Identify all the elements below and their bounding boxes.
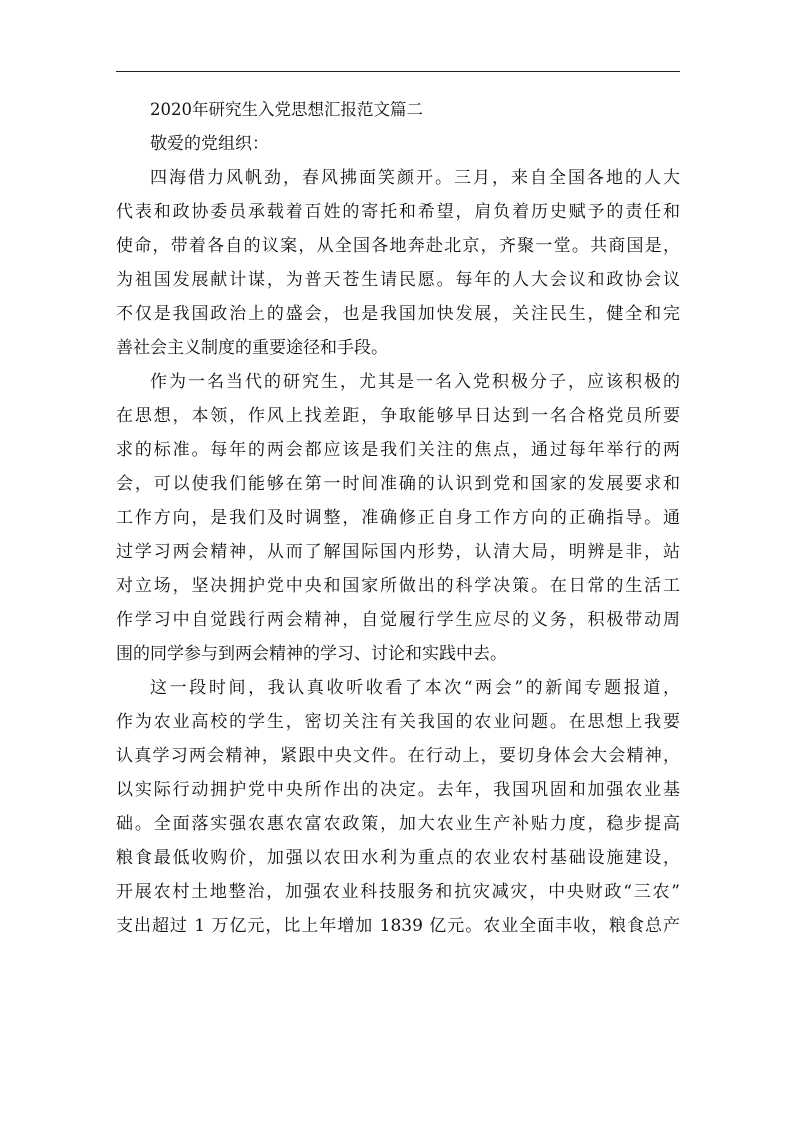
paragraph-line: 围的同学参与到两会精神的学习、讨论和实践中去。 bbox=[116, 644, 507, 664]
paragraph-line: 为祖国发展献计谋，为普天苍生请民愿。每年的人大会议和政协会议 bbox=[116, 270, 680, 290]
paragraph-line: 不仅是我国政治上的盛会，也是我国加快发展，关注民生，健全和完 bbox=[116, 304, 680, 324]
paragraph-line: 会，可以使我们能够在第一时间准确的认识到党和国家的发展要求和 bbox=[116, 474, 680, 494]
paragraph-line: 对立场，坚决拥护党中央和国家所做出的科学决策。在日常的生活工 bbox=[116, 576, 680, 596]
paragraph-2 bbox=[116, 365, 680, 671]
paragraph-line: 以实际行动拥护党中央所作出的决定。去年，我国巩固和加强农业基 bbox=[116, 780, 680, 800]
paragraph-line: 四海借力风帆劲，春风拂面笑颜开。三月，来自全国各地的人大 bbox=[150, 168, 680, 188]
document-title: 2020年研究生入党思想汇报范文篇二 bbox=[150, 100, 423, 119]
paragraph-line: 工作方向，是我们及时调整，准确修正自身工作方向的正确指导。通 bbox=[116, 508, 680, 528]
paragraph-line: 认真学习两会精神，紧跟中央文件。在行动上，要切身体会大会精神， bbox=[116, 746, 680, 766]
paragraph-line: 作学习中自觉践行两会精神，自觉履行学生应尽的义务，积极带动周 bbox=[116, 610, 680, 630]
header-rule bbox=[116, 71, 680, 72]
paragraph-line: 作为一名当代的研究生，尤其是一名入党积极分子，应该积极的 bbox=[150, 372, 680, 392]
paragraph-line: 作为农业高校的学生，密切关注有关我国的农业问题。在思想上我要 bbox=[116, 712, 680, 732]
paragraph-line: 代表和政协委员承载着百姓的寄托和希望，肩负着历史赋予的责任和 bbox=[116, 202, 680, 222]
paragraph-line: 开展农村土地整治，加强农业科技服务和抗灾减灾，中央财政“三农” bbox=[116, 882, 680, 902]
paragraph-line: 支出超过 1 万亿元，比上年增加 1839 亿元。农业全面丰收，粮食总产 bbox=[116, 916, 680, 936]
paragraph-line: 础。全面落实强农惠农富农政策，加大农业生产补贴力度，稳步提高 bbox=[116, 814, 680, 834]
salutation: 敬爱的党组织： bbox=[150, 134, 269, 154]
paragraph-line: 求的标准。每年的两会都应该是我们关注的焦点，通过每年举行的两 bbox=[116, 440, 680, 460]
paragraph-3 bbox=[116, 671, 680, 943]
paragraph-1 bbox=[116, 161, 680, 365]
paragraph-line: 过学习两会精神，从而了解国际国内形势，认清大局，明辨是非，站 bbox=[116, 542, 680, 562]
paragraph-line: 使命，带着各自的议案，从全国各地奔赴北京，齐聚一堂。共商国是， bbox=[116, 236, 680, 256]
paragraph-line: 粮食最低收购价，加强以农田水利为重点的农业农村基础设施建设， bbox=[116, 848, 680, 868]
paragraph-line: 在思想，本领，作风上找差距，争取能够早日达到一名合格党员所要 bbox=[116, 406, 680, 426]
document-body bbox=[116, 93, 680, 943]
paragraph-line: 善社会主义制度的重要途径和手段。 bbox=[116, 338, 388, 358]
paragraph-line: 这一段时间，我认真收听收看了本次“两会”的新闻专题报道， bbox=[150, 678, 680, 698]
